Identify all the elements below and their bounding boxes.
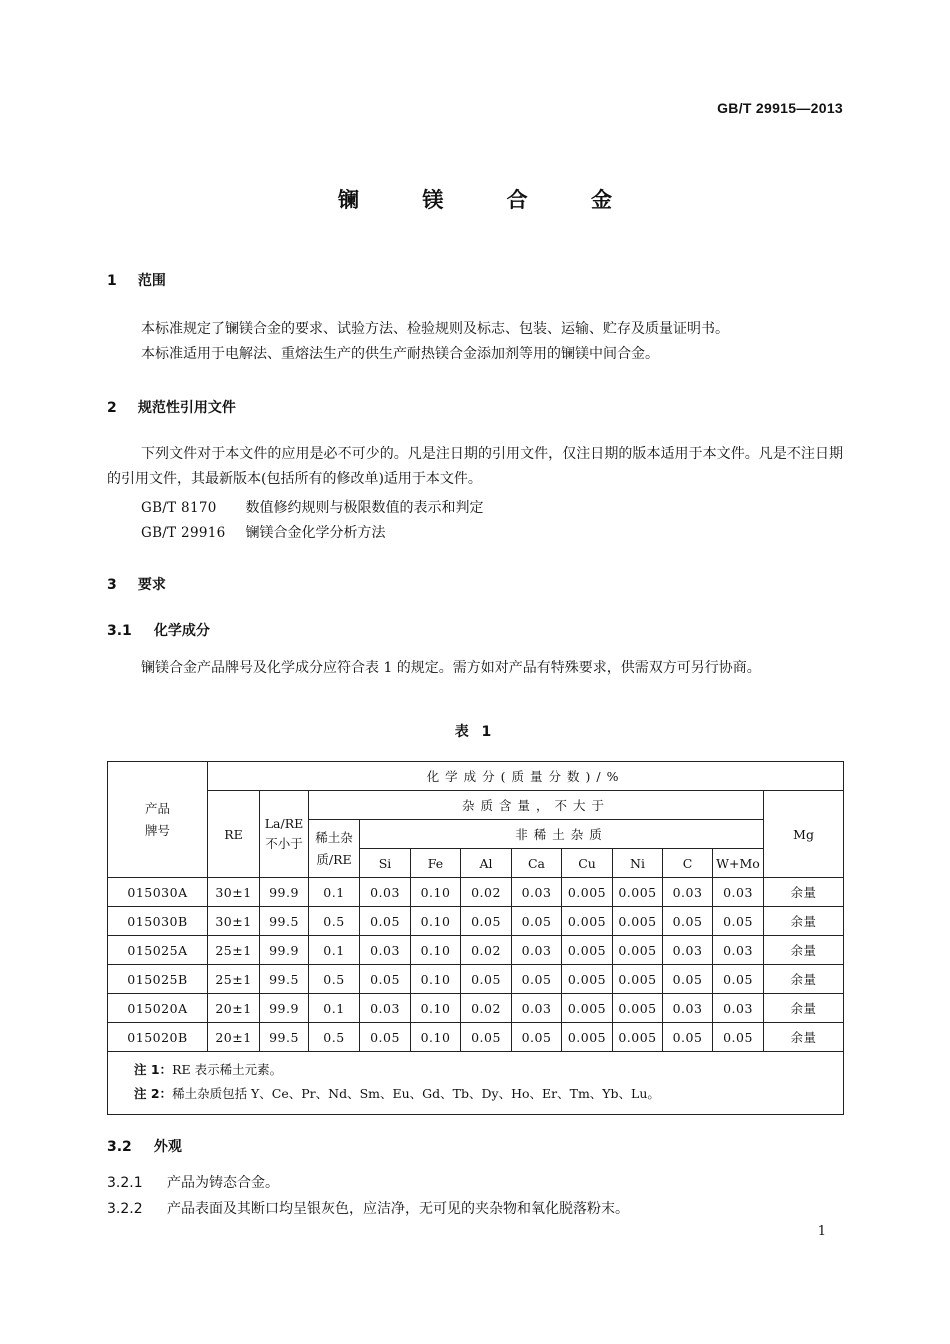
value-cell: 余量 (764, 936, 844, 965)
table-notes (108, 1052, 844, 1115)
value-cell: 0.05 (663, 965, 713, 994)
value-cell: 20±1 (208, 1023, 260, 1052)
value-cell: 0.03 (713, 994, 764, 1023)
header-mg: Mg (764, 791, 844, 878)
header-la-re: La/RE 不小于 (260, 791, 309, 878)
value-cell: 0.005 (562, 907, 613, 936)
value-cell: 0.005 (562, 994, 613, 1023)
section-title: 化学成分 (153, 623, 210, 639)
value-cell: 0.02 (461, 994, 512, 1023)
table-note-2 (134, 1082, 843, 1106)
value-cell: 余量 (764, 878, 844, 907)
header-re-impurity: 稀土杂 质/RE (309, 820, 360, 878)
value-cell: 20±1 (208, 994, 260, 1023)
grade-cell: 015030B (108, 907, 208, 936)
table-note-1 (134, 1058, 843, 1082)
value-cell: 0.005 (613, 1023, 663, 1052)
value-cell: 0.03 (663, 936, 713, 965)
value-cell: 0.03 (663, 994, 713, 1023)
value-cell: 0.10 (411, 878, 461, 907)
table-row (108, 994, 844, 1023)
header-element-w-mo: W+Mo (713, 849, 764, 878)
value-cell: 99.9 (260, 878, 309, 907)
value-cell: 0.005 (613, 907, 663, 936)
references-paragraph: 下列文件对于本文件的应用是必不可少的。凡是注日期的引用文件，仅注日期的版本适用于本文件。凡是不注日期的引用文件，其最新版本(包括所有的修改单)适用于本文件。 (107, 446, 843, 487)
value-cell: 30±1 (208, 907, 260, 936)
scope-paragraph-1: 本标准规定了镧镁合金的要求、试验方法、检验规则及标志、包装、运输、贮存及质量证明书。 (141, 321, 729, 337)
value-cell: 0.05 (360, 965, 411, 994)
section-title: 范围 (137, 273, 166, 289)
value-cell: 99.5 (260, 1023, 309, 1052)
header-element-ni: Ni (613, 849, 663, 878)
clause-text: 产品表面及其断口均呈银灰色，应洁净，无可见的夹杂物和氧化脱落粉末。 (167, 1201, 629, 1217)
note-label: 注 1： (134, 1062, 173, 1077)
table-caption: 表 1 (454, 724, 496, 740)
value-cell: 0.05 (713, 965, 764, 994)
section-3-1-heading (107, 620, 210, 640)
value-cell: 0.05 (461, 1023, 512, 1052)
header-element-c: C (663, 849, 713, 878)
header-re: RE (208, 791, 260, 878)
value-cell: 0.5 (309, 907, 360, 936)
grade-cell: 015020A (108, 994, 208, 1023)
value-cell: 25±1 (208, 965, 260, 994)
table-row (108, 878, 844, 907)
note-text: 稀土杂质包括 Y、Ce、Pr、Nd、Sm、Eu、Gd、Tb、Dy、Ho、Er、Tm、Yb、Lu。 (172, 1086, 660, 1101)
section-2-heading (107, 397, 236, 417)
reference-code: GB/T 29916 (141, 525, 226, 541)
header-non-re-impurity: 非稀土杂质 (360, 820, 764, 849)
clause-3-2-2 (107, 1198, 629, 1218)
value-cell: 0.10 (411, 965, 461, 994)
value-cell: 0.02 (461, 878, 512, 907)
value-cell: 0.10 (411, 936, 461, 965)
header-element-cu: Cu (562, 849, 613, 878)
value-cell: 0.05 (512, 965, 562, 994)
value-cell: 0.1 (309, 878, 360, 907)
value-cell: 0.05 (663, 1023, 713, 1052)
value-cell: 0.05 (512, 907, 562, 936)
reference-item (141, 522, 385, 542)
value-cell: 0.10 (411, 1023, 461, 1052)
composition-table (107, 761, 844, 1115)
section-number: 3 (107, 577, 117, 593)
value-cell: 30±1 (208, 878, 260, 907)
reference-title: 镧镁合金化学分析方法 (245, 525, 386, 541)
table-row (108, 907, 844, 936)
section-number: 3.1 (107, 623, 132, 639)
value-cell: 0.005 (562, 965, 613, 994)
header-impurity: 杂质含量，不大于 (309, 791, 764, 820)
section-title: 外观 (153, 1139, 182, 1155)
value-cell: 0.005 (562, 878, 613, 907)
page-number: 1 (817, 1224, 826, 1239)
header-grade: 产品 牌号 (108, 762, 208, 878)
value-cell: 0.05 (512, 1023, 562, 1052)
section-3-2-heading (107, 1136, 182, 1156)
header-element-al: Al (461, 849, 512, 878)
value-cell: 0.03 (360, 936, 411, 965)
clause-3-2-1 (107, 1172, 279, 1192)
value-cell: 25±1 (208, 936, 260, 965)
value-cell: 余量 (764, 907, 844, 936)
value-cell: 0.05 (360, 1023, 411, 1052)
value-cell: 0.05 (461, 965, 512, 994)
grade-cell: 015030A (108, 878, 208, 907)
value-cell: 0.1 (309, 994, 360, 1023)
value-cell: 0.005 (613, 994, 663, 1023)
header-composition: 化学成分(质量分数)/% (208, 762, 844, 791)
value-cell: 0.03 (512, 878, 562, 907)
value-cell: 0.10 (411, 994, 461, 1023)
table-row (108, 965, 844, 994)
value-cell: 0.03 (512, 994, 562, 1023)
value-cell: 99.5 (260, 965, 309, 994)
section-number: 1 (107, 273, 117, 289)
value-cell: 0.05 (360, 907, 411, 936)
value-cell: 0.005 (613, 965, 663, 994)
value-cell: 0.05 (461, 907, 512, 936)
value-cell: 余量 (764, 1023, 844, 1052)
header-element-fe: Fe (411, 849, 461, 878)
section-1-heading (107, 270, 166, 290)
value-cell: 0.1 (309, 936, 360, 965)
grade-cell: 015025A (108, 936, 208, 965)
grade-cell: 015020B (108, 1023, 208, 1052)
table-row (108, 936, 844, 965)
section-3-heading (107, 574, 166, 594)
reference-code: GB/T 8170 (141, 500, 217, 516)
value-cell: 0.05 (713, 1023, 764, 1052)
value-cell: 0.5 (309, 1023, 360, 1052)
grade-cell: 015025B (108, 965, 208, 994)
clause-number: 3.2.1 (107, 1175, 143, 1191)
value-cell: 0.03 (663, 878, 713, 907)
value-cell: 0.02 (461, 936, 512, 965)
value-cell: 0.03 (360, 878, 411, 907)
value-cell: 0.10 (411, 907, 461, 936)
section-number: 2 (107, 400, 117, 416)
header-element-ca: Ca (512, 849, 562, 878)
value-cell: 0.03 (360, 994, 411, 1023)
section-number: 3.2 (107, 1139, 132, 1155)
header-element-si: Si (360, 849, 411, 878)
section-title: 要求 (137, 577, 166, 593)
value-cell: 99.9 (260, 994, 309, 1023)
standard-code: GB/T 29915—2013 (717, 100, 843, 116)
value-cell: 0.05 (663, 907, 713, 936)
clause-text: 产品为铸态合金。 (167, 1175, 279, 1191)
value-cell: 0.03 (713, 878, 764, 907)
value-cell: 0.005 (613, 878, 663, 907)
composition-paragraph: 镧镁合金产品牌号及化学成分应符合表 1 的规定。需方如对产品有特殊要求，供需双方可另行协商。 (141, 660, 761, 676)
value-cell: 0.05 (713, 907, 764, 936)
value-cell: 0.005 (562, 1023, 613, 1052)
table-row (108, 1023, 844, 1052)
value-cell: 0.03 (713, 936, 764, 965)
value-cell: 0.005 (562, 936, 613, 965)
value-cell: 99.5 (260, 907, 309, 936)
clause-number: 3.2.2 (107, 1201, 143, 1217)
value-cell: 0.005 (613, 936, 663, 965)
reference-title: 数值修约规则与极限数值的表示和判定 (245, 500, 484, 516)
reference-item (141, 497, 483, 517)
note-label: 注 2： (134, 1086, 173, 1101)
note-text: RE 表示稀土元素。 (172, 1062, 283, 1077)
value-cell: 余量 (764, 965, 844, 994)
value-cell: 99.9 (260, 936, 309, 965)
value-cell: 余量 (764, 994, 844, 1023)
section-title: 规范性引用文件 (137, 400, 236, 416)
value-cell: 0.03 (512, 936, 562, 965)
scope-paragraph-2: 本标准适用于电解法、重熔法生产的供生产耐热镁合金添加剂等用的镧镁中间合金。 (141, 346, 659, 362)
value-cell: 0.5 (309, 965, 360, 994)
document-title: 镧 镁 合 金 (338, 188, 640, 212)
